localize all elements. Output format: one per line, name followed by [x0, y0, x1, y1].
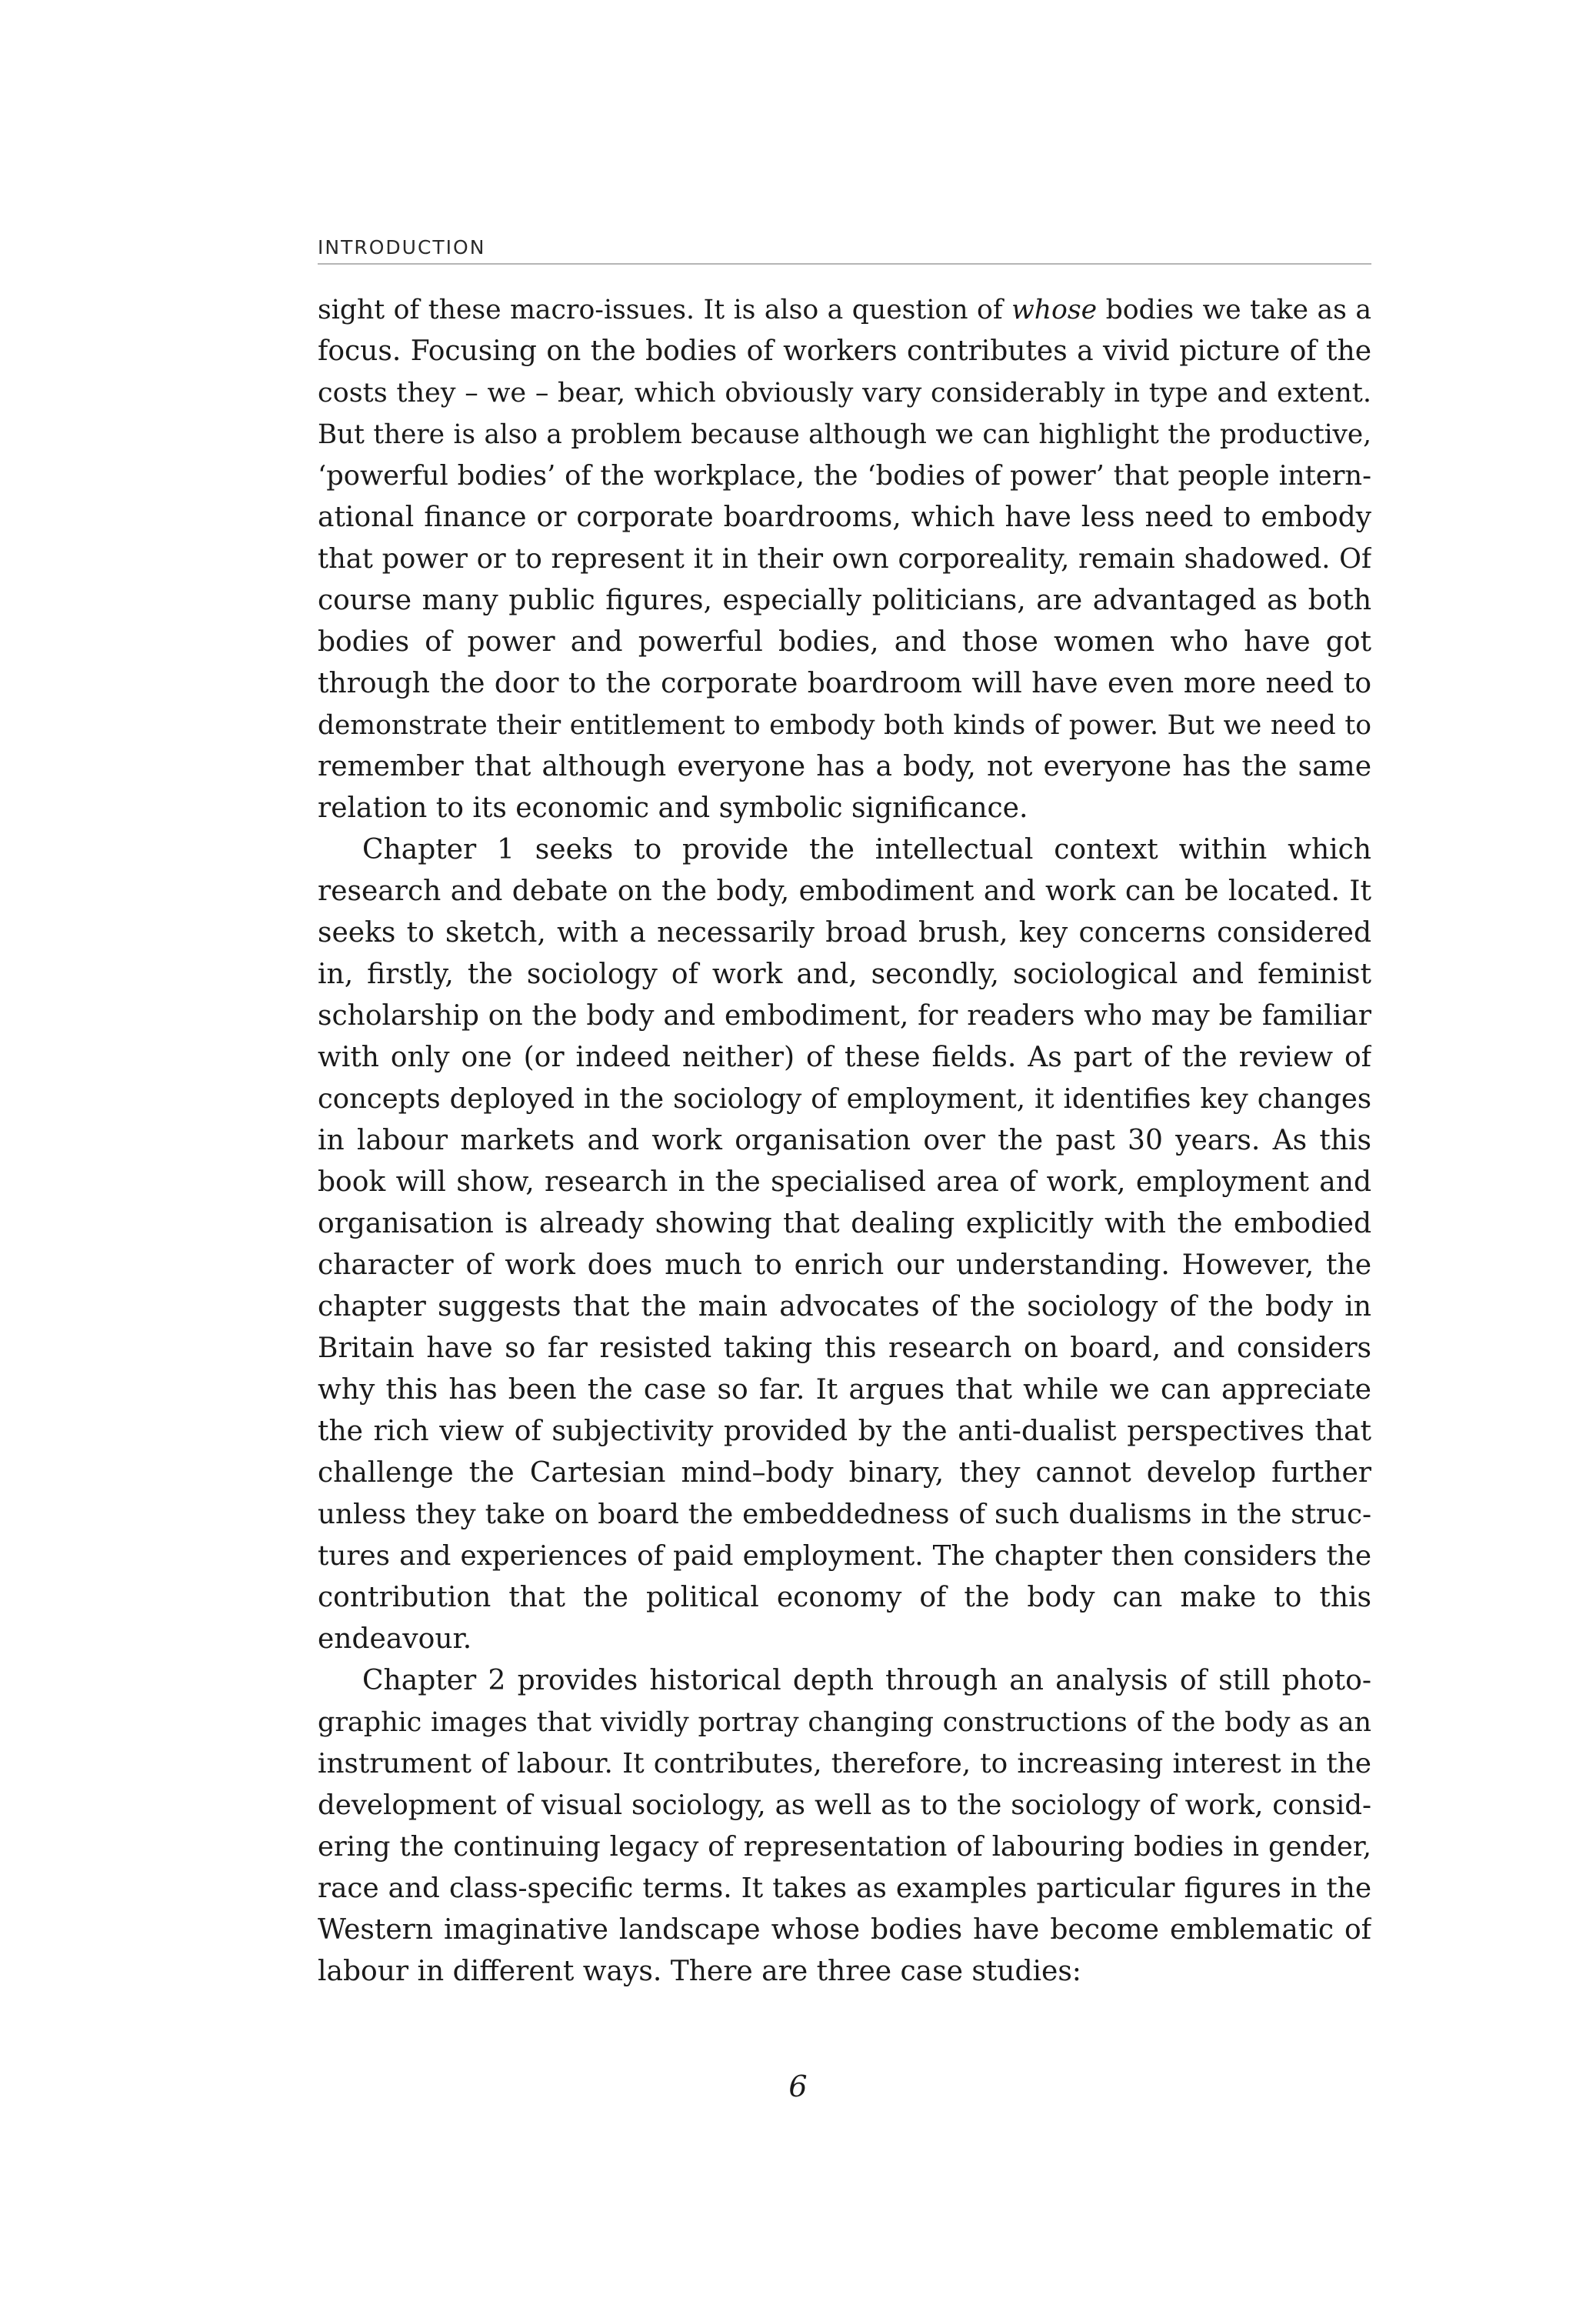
text-line: Britain have so far resisted taking this research on board, and considers [318, 1332, 1371, 1364]
text-line: through the door to the corporate boardroom will have even more need to [318, 668, 1371, 699]
text-line: Chapter 2 provides historical depth through an analysis of still photo- [362, 1665, 1371, 1696]
text-line: race and class-specific terms. It takes as examples particular figures in the [318, 1873, 1371, 1904]
text-line: focus. Focusing on the bodies of workers contributes a vivid picture of the [318, 335, 1371, 367]
text-line: challenge the Cartesian mind–body binary, they cannot develop further [318, 1457, 1371, 1489]
italic-emphasis: whose [1011, 295, 1098, 325]
text-line: course many public figures, especially politicians, are advantaged as both [318, 585, 1371, 616]
text-line: bodies of power and powerful bodies, and those women who have got [318, 626, 1371, 658]
text-line: ‘powerful bodies’ of the workplace, the ‘bodies of power’ that people intern- [318, 460, 1371, 492]
text-line: why this has been the case so far. It argues that while we can appreciate [318, 1374, 1371, 1406]
text-line: remember that although everyone has a body, not everyone has the same [318, 751, 1371, 782]
text-line: concepts deployed in the sociology of employment, it identifies key changes [318, 1083, 1371, 1115]
text-line: scholarship on the body and embodiment, for readers who may be familiar [318, 1000, 1371, 1032]
text-line: character of work does much to enrich our understanding. However, the [318, 1249, 1371, 1281]
text-line: relation to its economic and symbolic significance. [318, 792, 1028, 824]
text-line: in, firstly, the sociology of work and, secondly, sociological and feminist [318, 959, 1371, 990]
text-line: endeavour. [318, 1623, 472, 1655]
text-line: But there is also a problem because although we can highlight the productive, [318, 419, 1371, 450]
text-line: research and debate on the body, embodiment and work can be located. It [318, 876, 1371, 907]
text-line: in labour markets and work organisation over the past 30 years. As this [318, 1125, 1371, 1156]
text-line: sight of these macro-issues. It is also a question of whose bodies we take as a [318, 295, 1371, 325]
text-line: unless they take on board the embeddedness of such dualisms in the struc- [318, 1499, 1371, 1530]
text-line: contribution that the political economy of the body can make to this [318, 1582, 1371, 1613]
page-number: 6 [788, 2070, 808, 2103]
text-line: seeks to sketch, with a necessarily broad brush, key concerns considered [318, 917, 1371, 949]
text-line: the rich view of subjectivity provided by the anti-dualist perspectives that [318, 1416, 1371, 1447]
running-head [318, 231, 1371, 265]
text-line: demonstrate their entitlement to embody both kinds of power. But we need to [318, 710, 1371, 741]
running-head-title: INTRODUCTION [318, 236, 486, 258]
body-text [318, 289, 1371, 1993]
text-line: graphic images that vividly portray changing constructions of the body as an [318, 1707, 1371, 1738]
text-line: tures and experiences of paid employment. The chapter then considers the [318, 1540, 1371, 1572]
text-line: organisation is already showing that dealing explicitly with the embodied [318, 1208, 1371, 1239]
text-line: with only one (or indeed neither) of these fields. As part of the review of [318, 1042, 1371, 1073]
text-line: ering the continuing legacy of representation of labouring bodies in gender, [318, 1831, 1371, 1863]
text-line: instrument of labour. It contributes, therefore, to increasing interest in the [318, 1748, 1371, 1779]
text-line: costs they – we – bear, which obviously vary considerably in type and extent. [318, 377, 1371, 409]
text-line: book will show, research in the specialised area of work, employment and [318, 1166, 1371, 1198]
text-line: Chapter 1 seeks to provide the intellectual context within which [362, 834, 1371, 865]
text-line: chapter suggests that the main advocates of the sociology of the body in [318, 1291, 1371, 1322]
text-line: that power or to represent it in their own corporeality, remain shadowed. Of [318, 543, 1371, 575]
text-line: Western imaginative landscape whose bodies have become emblematic of [318, 1914, 1371, 1946]
text-line: ational finance or corporate boardrooms, which have less need to embody [318, 502, 1371, 533]
text-line: labour in different ways. There are three case studies: [318, 1956, 1081, 1987]
text-line: development of visual sociology, as well as to the sociology of work, consid- [318, 1789, 1371, 1821]
